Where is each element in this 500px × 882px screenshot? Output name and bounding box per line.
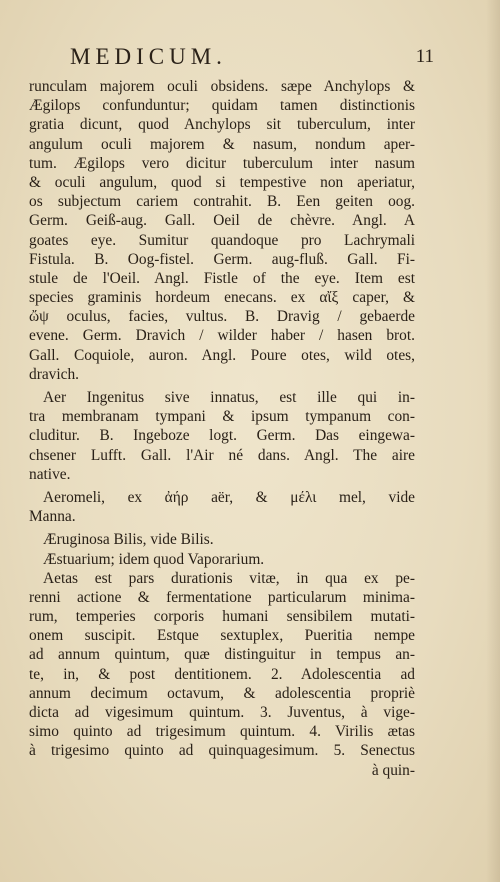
entry-heading-line: Aetas est pars durationis vitæ, in qua ex pe-	[43, 569, 415, 587]
text-line: ὤψ oculus, facies, vultus. B. Dravig / gebaerde	[29, 308, 415, 326]
entry-heading-line: Æruginosa Bilis, vide Bilis.	[43, 531, 214, 549]
text-line: cluditur. B. Ingeboze logt. Germ. Das eingewa-	[29, 427, 415, 445]
text-line: Fistula. B. Oog-fistel. Germ. aug-fluß. Gall. Fi-	[29, 250, 415, 268]
text-line: angulum oculi majorem & nasum, nondum aper-	[29, 135, 415, 153]
running-title: MEDICUM.	[70, 44, 227, 69]
text-line: rum, temperies corporis humani sensibilem mutati-	[29, 608, 415, 626]
text-line: dicta ad vigesimum quintum. 3. Juventus, à vige-	[29, 704, 415, 721]
text-line: native.	[29, 465, 71, 483]
text-line: à trigesimo quinto ad quinquagesimum. 5. Senectus	[29, 742, 415, 760]
text-line: dravich.	[29, 365, 79, 383]
text-line: evene. Germ. Dravich / wilder haber / hasen brot.	[29, 327, 415, 345]
text-line: os subjectum cariem contrahit. B. Een geiten oog.	[29, 193, 415, 211]
text-line: annum decimum octavum, & adolescentia propriè	[29, 684, 415, 702]
text-line: Germ. Geiß-aug. Gall. Oeil de chèvre. Angl. A	[29, 212, 415, 230]
text-line: stule de l'Oeil. Angl. Fistle of the eye. Item est	[29, 269, 415, 287]
text-line: Manna.	[29, 508, 76, 526]
page-fold-shadow	[486, 0, 500, 882]
text-line: onem suscipit. Estque sextuplex, Pueritia nempe	[29, 627, 415, 645]
page-header	[0, 44, 500, 72]
text-line: renni actione & fermentatione particularum minima-	[29, 588, 415, 606]
text-line: te, in, & post dentitionem. 2. Adolescentia ad	[29, 665, 415, 683]
text-line: Gall. Coquiole, auron. Angl. Poure otes, wild otes,	[29, 346, 415, 364]
text-line: tum. Ægilops vero dicitur tuberculum inter nasum	[29, 154, 415, 172]
entry-heading-line: Æstuarium; idem quod Vaporarium.	[43, 550, 265, 568]
text-line: Ægilops confunduntur; quidam tamen distinctionis	[29, 97, 415, 115]
text-line: ad annum quintum, quæ distinguitur in tempus an-	[29, 646, 415, 664]
page-number: 11	[415, 46, 434, 67]
text-line: goates eye. Sumitur quandoque pro Lachrymali	[29, 231, 415, 249]
text-line: & oculi angulum, quod si tempestive non aperiatur,	[29, 173, 415, 191]
text-line: runculam majorem oculi obsidens. sæpe Anchylops &	[29, 78, 415, 95]
entry-heading-line: Aer Ingenitus sive innatus, est ille qui in-	[43, 389, 415, 406]
text-line: species graminis hordeum enecans. ex αἴξ caper, &	[29, 289, 415, 307]
body-text	[29, 77, 415, 780]
text-line: chsener Lufft. Gall. l'Air né dans. Angl. The aire	[29, 446, 415, 464]
text-line: tra membranam tympani & ipsum tympanum con-	[29, 408, 415, 426]
entry-heading-line: Aeromeli, ex ἀήρ aër, & μέλι mel, vide	[43, 488, 415, 506]
catchword-line: à quin-	[371, 761, 415, 779]
text-line: gratia dicunt, quod Anchylops sit tuberculum, inter	[29, 116, 415, 134]
text-line: simo quinto ad trigesimum quintum. 4. Virilis ætas	[29, 723, 415, 741]
